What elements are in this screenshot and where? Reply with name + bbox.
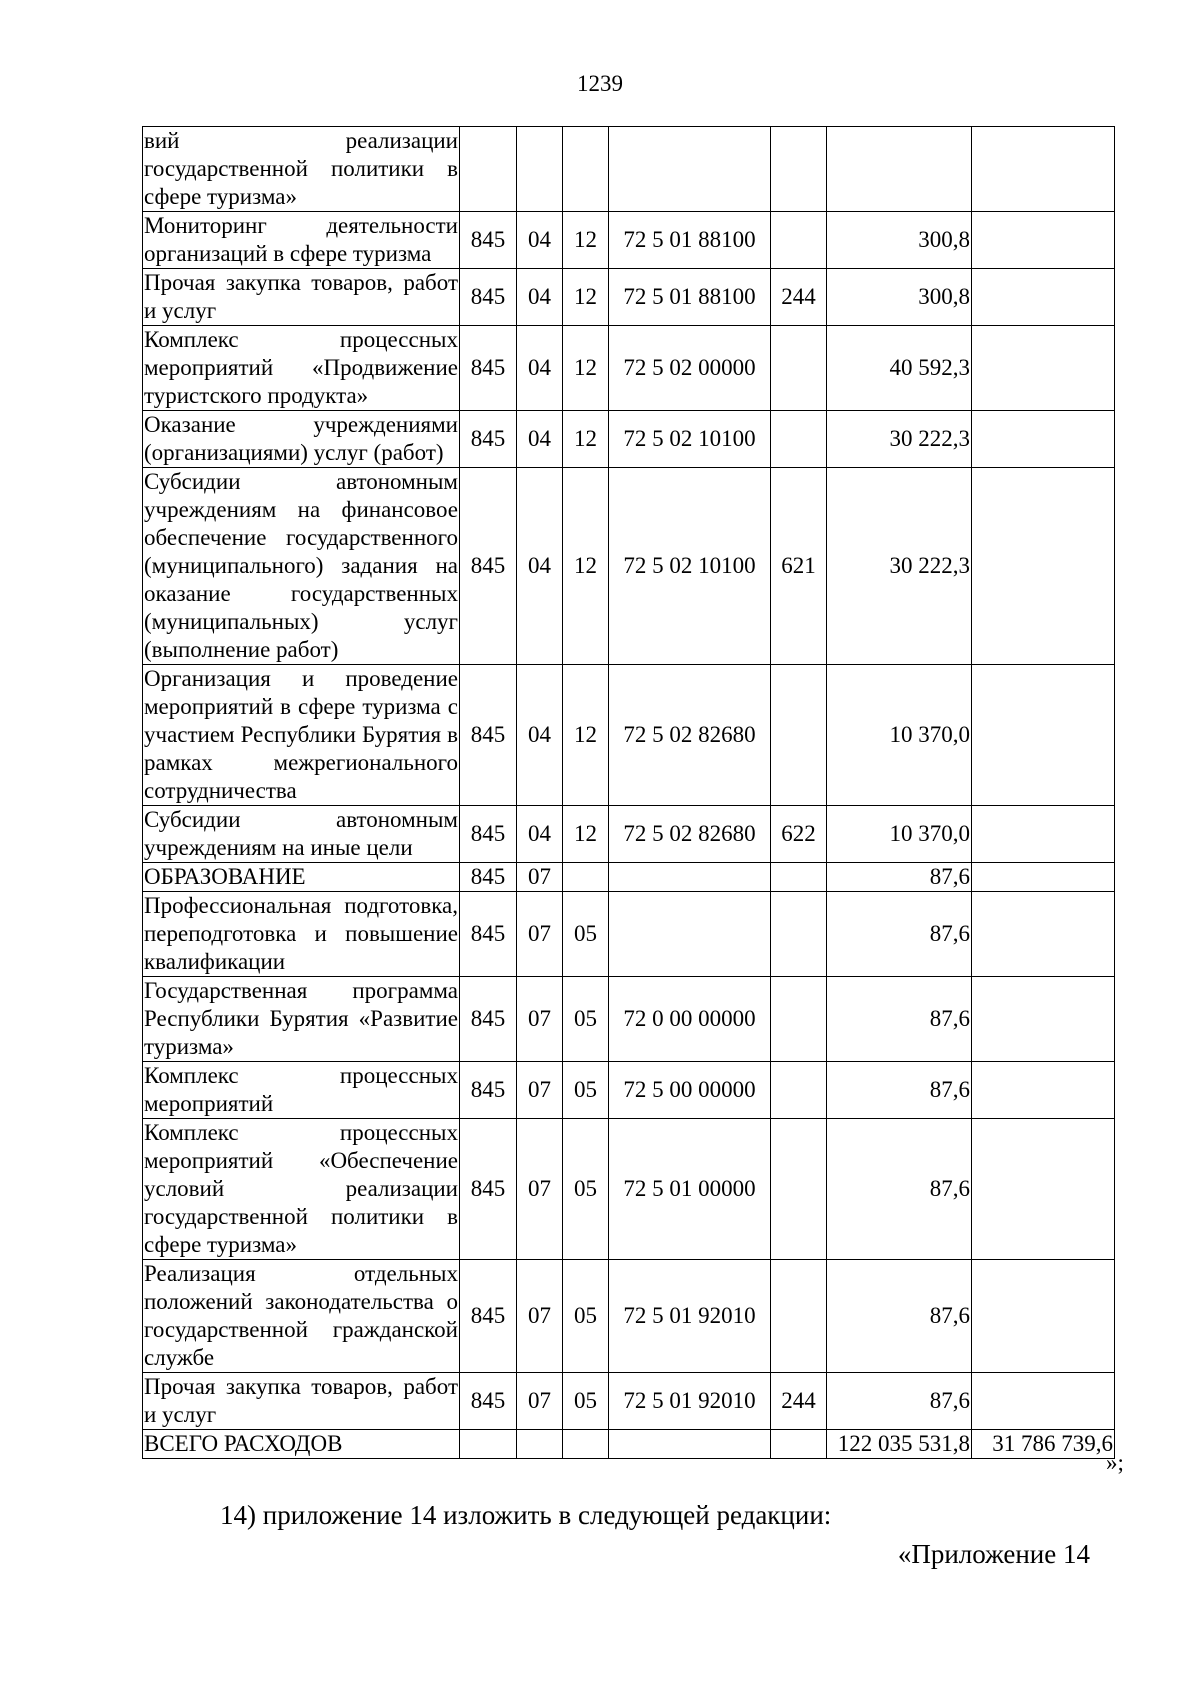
amount-cell-2	[972, 1373, 1115, 1430]
row-name: Субсидии автономным учреждениям на иные цели	[143, 806, 460, 863]
section-code: 07	[517, 1119, 563, 1260]
subsection-code	[563, 127, 609, 212]
amount-cell: 87,6	[827, 977, 972, 1062]
grbs-code: 845	[460, 863, 517, 892]
amount-cell: 10 370,0	[827, 806, 972, 863]
section-code	[517, 127, 563, 212]
grbs-code	[460, 127, 517, 212]
row-name: Комплекс процессных мероприятий «Продвижение туристского продукта»	[143, 326, 460, 411]
subsection-code: 05	[563, 977, 609, 1062]
amount-cell-2	[972, 468, 1115, 665]
row-name: Субсидии автономным учреждениям на финансовое обеспечение государственного (муниципального) задания на оказание государственных (муниципальных) услуг (выполнение работ)	[143, 468, 460, 665]
expense-type-code	[771, 977, 827, 1062]
table-row	[143, 806, 1115, 863]
grbs-code: 845	[460, 326, 517, 411]
grbs-code: 845	[460, 665, 517, 806]
table-row	[143, 892, 1115, 977]
target-article-code: 72 5 01 00000	[609, 1119, 771, 1260]
grbs-code: 845	[460, 411, 517, 468]
expense-type-code	[771, 326, 827, 411]
row-name: Прочая закупка товаров, работ и услуг	[143, 269, 460, 326]
amount-cell: 300,8	[827, 212, 972, 269]
section-code: 07	[517, 977, 563, 1062]
target-article-code: 72 5 02 00000	[609, 326, 771, 411]
page-number: 1239	[577, 71, 623, 96]
target-article-code: 72 5 02 10100	[609, 411, 771, 468]
expense-type-code	[771, 127, 827, 212]
section-code: 07	[517, 863, 563, 892]
budget-table-body	[143, 127, 1115, 1459]
row-name: Прочая закупка товаров, работ и услуг	[143, 1373, 460, 1430]
table-row	[143, 1260, 1115, 1373]
amount-cell-2	[972, 806, 1115, 863]
section-code: 04	[517, 468, 563, 665]
target-article-code: 72 5 01 92010	[609, 1373, 771, 1430]
target-article-code	[609, 892, 771, 977]
subsection-code: 05	[563, 1119, 609, 1260]
amount-cell-2	[972, 977, 1115, 1062]
amount-cell: 30 222,3	[827, 468, 972, 665]
target-article-code: 72 5 02 82680	[609, 806, 771, 863]
row-name: Комплекс процессных мероприятий «Обеспечение условий реализации государственной политики в сфере туризма»	[143, 1119, 460, 1260]
subsection-code: 05	[563, 1373, 609, 1430]
expense-type-code	[771, 863, 827, 892]
subsection-code: 12	[563, 468, 609, 665]
table-row	[143, 977, 1115, 1062]
table-row	[143, 1062, 1115, 1119]
table-row	[143, 326, 1115, 411]
expense-type-code	[771, 892, 827, 977]
amount-cell-2	[972, 411, 1115, 468]
section-code: 04	[517, 212, 563, 269]
amount-cell: 30 222,3	[827, 411, 972, 468]
grbs-code	[460, 1430, 517, 1459]
subsection-code: 12	[563, 212, 609, 269]
section-code: 07	[517, 1373, 563, 1430]
grbs-code: 845	[460, 977, 517, 1062]
target-article-code: 72 0 00 00000	[609, 977, 771, 1062]
table-closing-suffix: »;	[1106, 1450, 1124, 1475]
target-article-code: 72 5 01 88100	[609, 212, 771, 269]
amount-cell-2	[972, 1062, 1115, 1119]
section-code: 07	[517, 1260, 563, 1373]
expense-type-code	[771, 411, 827, 468]
grbs-code: 845	[460, 1119, 517, 1260]
subsection-code: 05	[563, 892, 609, 977]
amount-cell: 122 035 531,8	[827, 1430, 972, 1459]
section-code	[517, 1430, 563, 1459]
amount-cell-2	[972, 892, 1115, 977]
grbs-code: 845	[460, 1260, 517, 1373]
grbs-code: 845	[460, 806, 517, 863]
grbs-code: 845	[460, 468, 517, 665]
amount-cell-2	[972, 1260, 1115, 1373]
table-row	[143, 863, 1115, 892]
expense-type-code	[771, 212, 827, 269]
table-row	[143, 665, 1115, 806]
section-code: 04	[517, 326, 563, 411]
expense-type-code: 244	[771, 269, 827, 326]
amount-cell-2	[972, 326, 1115, 411]
grbs-code: 845	[460, 212, 517, 269]
subsection-code	[563, 863, 609, 892]
grbs-code: 845	[460, 1062, 517, 1119]
amount-cell-2	[972, 127, 1115, 212]
subsection-code: 05	[563, 1260, 609, 1373]
expense-type-code	[771, 1260, 827, 1373]
section-code: 04	[517, 665, 563, 806]
row-name: Оказание учреждениями (организациями) услуг (работ)	[143, 411, 460, 468]
subsection-code: 12	[563, 269, 609, 326]
amount-cell: 87,6	[827, 1062, 972, 1119]
table-row	[143, 1373, 1115, 1430]
table-row	[143, 1119, 1115, 1260]
grbs-code: 845	[460, 269, 517, 326]
target-article-code: 72 5 02 82680	[609, 665, 771, 806]
row-name: Государственная программа Республики Бурятия «Развитие туризма»	[143, 977, 460, 1062]
amount-cell: 87,6	[827, 1119, 972, 1260]
amount-cell: 87,6	[827, 892, 972, 977]
table-row	[143, 212, 1115, 269]
subsection-code: 12	[563, 411, 609, 468]
amount-cell: 10 370,0	[827, 665, 972, 806]
table-row	[143, 1430, 1115, 1459]
subsection-code: 12	[563, 326, 609, 411]
grbs-code: 845	[460, 1373, 517, 1430]
target-article-code	[609, 863, 771, 892]
expense-type-code: 621	[771, 468, 827, 665]
target-article-code: 72 5 01 92010	[609, 1260, 771, 1373]
section-code: 04	[517, 411, 563, 468]
budget-table	[142, 126, 1115, 1459]
amount-cell-2	[972, 1119, 1115, 1260]
expense-type-code: 244	[771, 1373, 827, 1430]
subsection-code	[563, 1430, 609, 1459]
row-name: вий реализации государственной политики в сфере туризма»	[143, 127, 460, 212]
row-name: Мониторинг деятельности организаций в сфере туризма	[143, 212, 460, 269]
section-code: 07	[517, 1062, 563, 1119]
row-name: Реализация отдельных положений законодательства о государственной гражданской службе	[143, 1260, 460, 1373]
subsection-code: 12	[563, 665, 609, 806]
table-row	[143, 468, 1115, 665]
appendix-title: «Приложение 14	[897, 1539, 1090, 1569]
subsection-code: 12	[563, 806, 609, 863]
expense-type-code: 622	[771, 806, 827, 863]
amount-cell-2	[972, 212, 1115, 269]
table-row	[143, 269, 1115, 326]
target-article-code	[609, 1430, 771, 1459]
expense-type-code	[771, 1430, 827, 1459]
expense-type-code	[771, 665, 827, 806]
expense-type-code	[771, 1119, 827, 1260]
section-code: 04	[517, 269, 563, 326]
amount-cell-2	[972, 863, 1115, 892]
row-name: Комплекс процессных мероприятий	[143, 1062, 460, 1119]
target-article-code: 72 5 00 00000	[609, 1062, 771, 1119]
table-row	[143, 127, 1115, 212]
target-article-code	[609, 127, 771, 212]
section-code: 04	[517, 806, 563, 863]
table-row	[143, 411, 1115, 468]
amount-cell: 40 592,3	[827, 326, 972, 411]
expense-type-code	[771, 1062, 827, 1119]
row-name: Организация и проведение мероприятий в сфере туризма с участием Республики Бурятия в рамках межрегионального сотрудничества	[143, 665, 460, 806]
row-name: ВСЕГО РАСХОДОВ	[143, 1430, 460, 1459]
section-code: 07	[517, 892, 563, 977]
row-name: ОБРАЗОВАНИЕ	[143, 863, 460, 892]
target-article-code: 72 5 01 88100	[609, 269, 771, 326]
row-name: Профессиональная подготовка, переподготовка и повышение квалификации	[143, 892, 460, 977]
instruction-text: 14) приложение 14 изложить в следующей редакции:	[220, 1500, 832, 1530]
amount-cell-2: 31 786 739,6	[972, 1430, 1115, 1459]
grbs-code: 845	[460, 892, 517, 977]
amount-cell	[827, 127, 972, 212]
target-article-code: 72 5 02 10100	[609, 468, 771, 665]
amount-cell: 87,6	[827, 1373, 972, 1430]
amount-cell: 300,8	[827, 269, 972, 326]
amount-cell-2	[972, 665, 1115, 806]
subsection-code: 05	[563, 1062, 609, 1119]
amount-cell: 87,6	[827, 1260, 972, 1373]
amount-cell-2	[972, 269, 1115, 326]
amount-cell: 87,6	[827, 863, 972, 892]
